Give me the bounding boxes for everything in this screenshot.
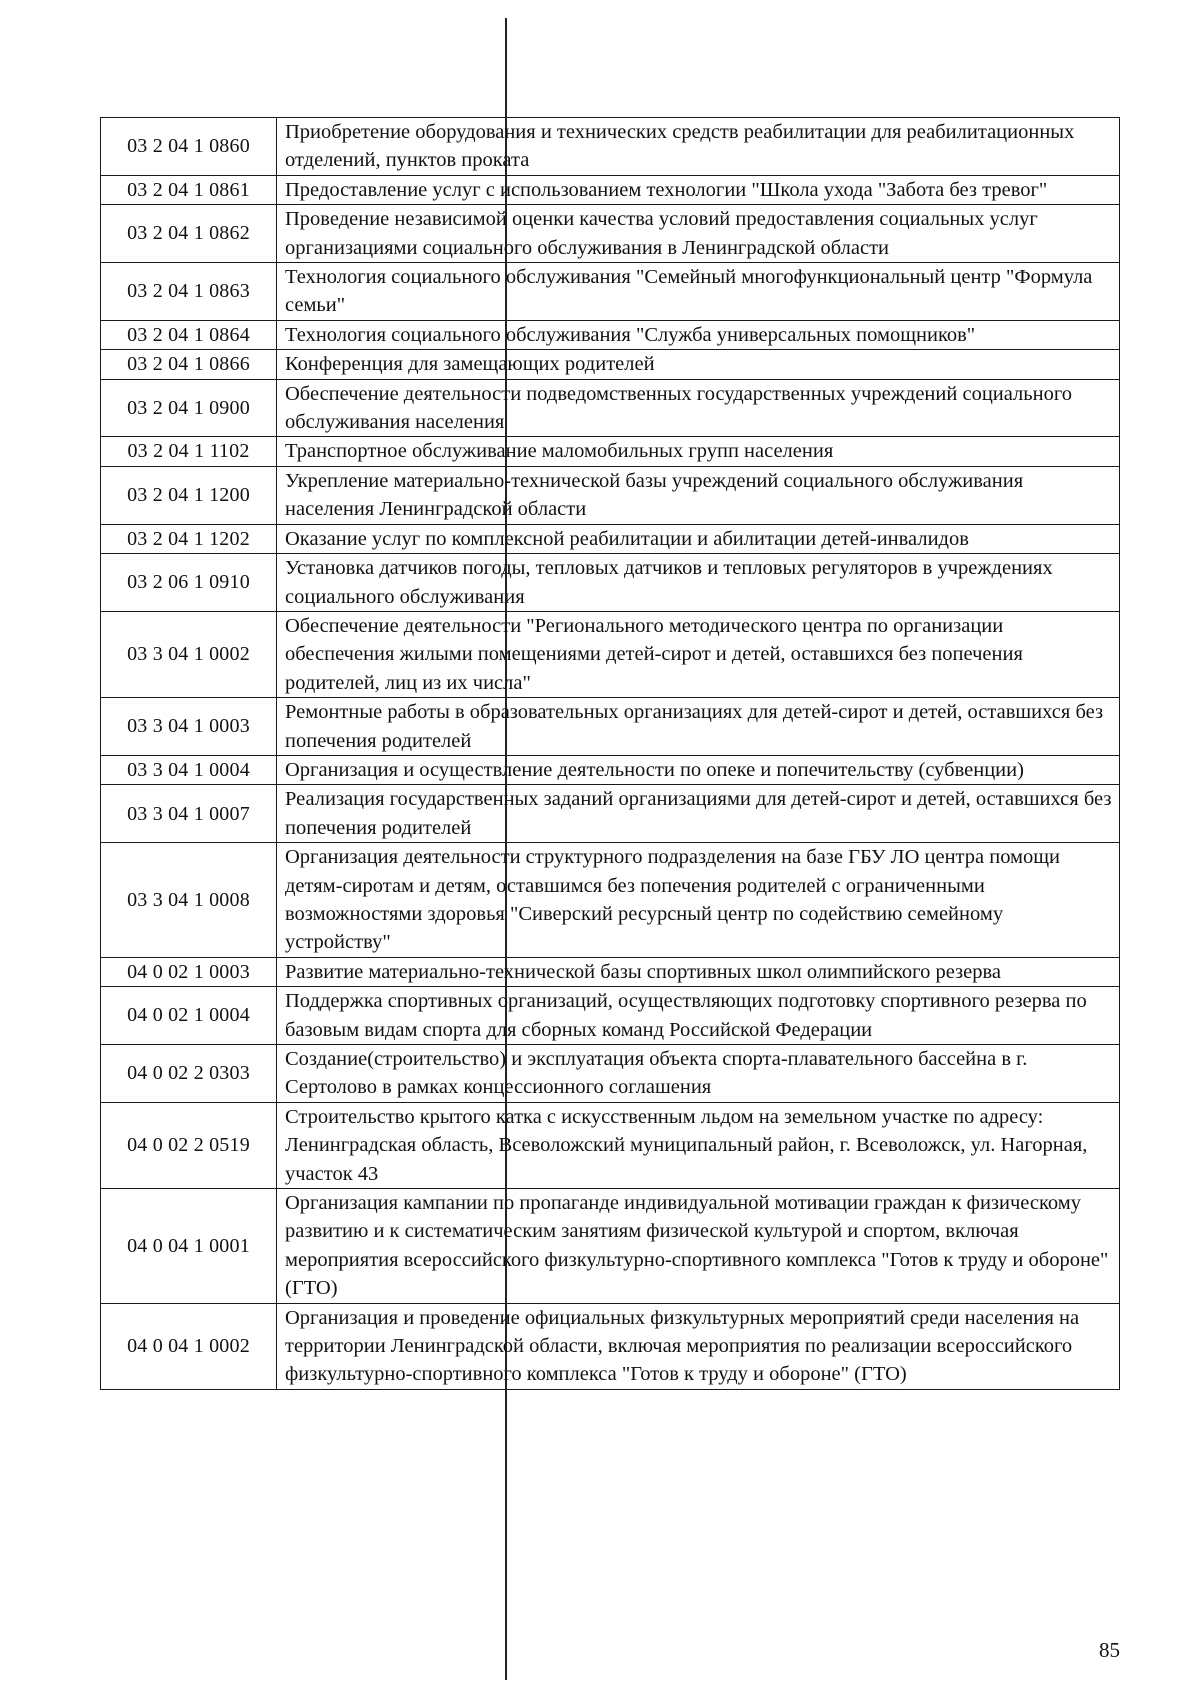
row-description: Строительство крытого катка с искусственным льдом на земельном участке по адресу: Ленинградская область, Всеволожский муниципальный район, г. Всеволожск, ул. Нагорная, участок 43 xyxy=(277,1102,1120,1188)
table-row xyxy=(101,175,1120,204)
row-code: 03 2 06 1 0910 xyxy=(101,554,277,612)
table-row xyxy=(101,524,1120,553)
table-row xyxy=(101,437,1120,466)
table-row xyxy=(101,987,1120,1045)
table-body xyxy=(101,118,1120,1390)
row-description: Создание(строительство) и эксплуатация объекта спорта-плавательного бассейна в г. Сертолово в рамках концессионного соглашения xyxy=(277,1045,1120,1103)
table-row xyxy=(101,843,1120,958)
row-code: 03 2 04 1 0900 xyxy=(101,379,277,437)
row-description: Конференция для замещающих родителей xyxy=(277,350,1120,379)
row-description: Проведение независимой оценки качества условий предоставления социальных услуг организациями социального обслуживания в Ленинградской области xyxy=(277,205,1120,263)
table-row xyxy=(101,785,1120,843)
row-description: Поддержка спортивных организаций, осуществляющих подготовку спортивного резерва по базовым видам спорта для сборных команд Российской Федерации xyxy=(277,987,1120,1045)
table-row xyxy=(101,350,1120,379)
row-code: 03 2 04 1 1202 xyxy=(101,524,277,553)
page-number: 85 xyxy=(1099,1638,1120,1662)
row-description: Предоставление услуг с использованием технологии "Школа ухода "Забота без тревог" xyxy=(277,175,1120,204)
row-code: 03 2 04 1 1200 xyxy=(101,466,277,524)
row-description: Приобретение оборудования и технических средств реабилитации для реабилитационных отделений, пунктов проката xyxy=(277,118,1120,176)
table-row xyxy=(101,755,1120,784)
row-code: 03 3 04 1 0002 xyxy=(101,611,277,697)
row-code: 03 3 04 1 0003 xyxy=(101,698,277,756)
row-code: 04 0 02 1 0004 xyxy=(101,987,277,1045)
row-code: 03 2 04 1 1102 xyxy=(101,437,277,466)
row-code: 04 0 04 1 0001 xyxy=(101,1189,277,1304)
table-row xyxy=(101,957,1120,986)
row-code: 03 2 04 1 0864 xyxy=(101,320,277,349)
table-row xyxy=(101,379,1120,437)
table-row xyxy=(101,1303,1120,1389)
table-row xyxy=(101,554,1120,612)
row-description: Технология социального обслуживания "Семейный многофункциональный центр "Формула семьи" xyxy=(277,263,1120,321)
row-description: Укрепление материально-технической базы учреждений социального обслуживания населения Ленинградской области xyxy=(277,466,1120,524)
row-code: 04 0 02 2 0519 xyxy=(101,1102,277,1188)
row-description: Развитие материально-технической базы спортивных школ олимпийского резерва xyxy=(277,957,1120,986)
row-description: Организация кампании по пропаганде индивидуальной мотивации граждан к физическому развитию и к систематическим занятиям физической культурой и спортом, включая мероприятия всероссийского физкультурно-спортивного комплекса "Готов к труду и обороне" (ГТО) xyxy=(277,1189,1120,1304)
table-row xyxy=(101,205,1120,263)
row-code: 03 2 04 1 0863 xyxy=(101,263,277,321)
row-description: Установка датчиков погоды, тепловых датчиков и тепловых регуляторов в учреждениях социального обслуживания xyxy=(277,554,1120,612)
row-description: Ремонтные работы в образовательных организациях для детей-сирот и детей, оставшихся без попечения родителей xyxy=(277,698,1120,756)
row-code: 03 2 04 1 0866 xyxy=(101,350,277,379)
row-description: Обеспечение деятельности подведомственных государственных учреждений социального обслуживания населения xyxy=(277,379,1120,437)
row-code: 03 2 04 1 0862 xyxy=(101,205,277,263)
table-row xyxy=(101,263,1120,321)
row-description: Обеспечение деятельности "Регионального методического центра по организации обеспечения жилыми помещениями детей-сирот и детей, оставшихся без попечения родителей, лиц из их числа" xyxy=(277,611,1120,697)
table-row xyxy=(101,698,1120,756)
row-code: 04 0 04 1 0002 xyxy=(101,1303,277,1389)
row-description: Технология социального обслуживания "Служба универсальных помощников" xyxy=(277,320,1120,349)
row-code: 04 0 02 2 0303 xyxy=(101,1045,277,1103)
row-description: Транспортное обслуживание маломобильных групп населения xyxy=(277,437,1120,466)
table-row xyxy=(101,320,1120,349)
budget-classification-table xyxy=(100,117,1120,1390)
row-code: 03 3 04 1 0008 xyxy=(101,843,277,958)
row-description: Оказание услуг по комплексной реабилитации и абилитации детей-инвалидов xyxy=(277,524,1120,553)
row-code: 03 2 04 1 0861 xyxy=(101,175,277,204)
row-description: Организация и осуществление деятельности по опеке и попечительству (субвенции) xyxy=(277,755,1120,784)
row-code: 04 0 02 1 0003 xyxy=(101,957,277,986)
table-row xyxy=(101,1189,1120,1304)
row-code: 03 3 04 1 0004 xyxy=(101,755,277,784)
table-row xyxy=(101,611,1120,697)
row-description: Организация деятельности структурного подразделения на базе ГБУ ЛО центра помощи детям-сиротам и детям, оставшимся без попечения родителей с ограниченными возможностями здоровья "Сиверский ресурсный центр по содействию семейному устройству" xyxy=(277,843,1120,958)
table-row xyxy=(101,118,1120,176)
table-row xyxy=(101,466,1120,524)
table-row xyxy=(101,1102,1120,1188)
row-description: Организация и проведение официальных физкультурных мероприятий среди населения на территории Ленинградской области, включая мероприятия по реализации всероссийского физкультурно-спортивного комплекса "Готов к труду и обороне" (ГТО) xyxy=(277,1303,1120,1389)
row-description: Реализация государственных заданий организациями для детей-сирот и детей, оставшихся без попечения родителей xyxy=(277,785,1120,843)
row-code: 03 3 04 1 0007 xyxy=(101,785,277,843)
row-code: 03 2 04 1 0860 xyxy=(101,118,277,176)
table-row xyxy=(101,1045,1120,1103)
